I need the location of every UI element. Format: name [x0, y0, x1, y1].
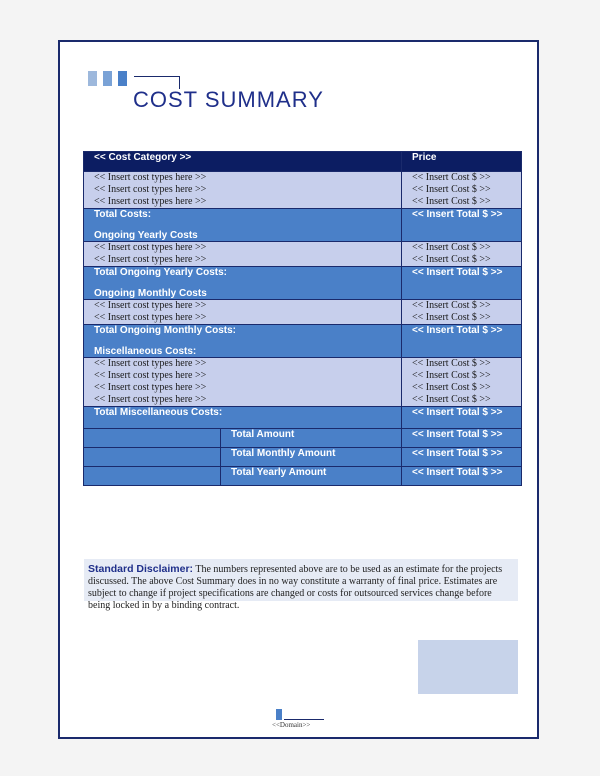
footer-marker [276, 709, 282, 720]
cost-value-cell: << Insert Cost $ >> [412, 172, 491, 183]
section-total-label: Total Ongoing Yearly Costs: [94, 267, 227, 278]
section-total-value: << Insert Total $ >> [402, 209, 522, 242]
decorative-square [103, 71, 112, 86]
section-heading: Ongoing Monthly Costs [94, 288, 207, 299]
summary-row [84, 429, 522, 448]
disclaimer-label: Standard Disclaimer: [88, 563, 194, 575]
section-total-row [84, 407, 522, 429]
section-total-label: Total Ongoing Monthly Costs: [94, 325, 237, 336]
table-row [84, 358, 522, 407]
section-total-label: Total Miscellaneous Costs: [94, 407, 223, 418]
summary-label: Total Monthly Amount [221, 448, 402, 467]
cost-value-cell: << Insert Cost $ >> [412, 300, 491, 311]
cost-value-cell: << Insert Cost $ >> [412, 312, 491, 323]
summary-value: << Insert Total $ >> [402, 467, 522, 486]
cost-value-cell: << Insert Cost $ >> [412, 196, 491, 207]
cost-type-cell: << Insert cost types here >> [94, 358, 207, 369]
cost-value-cell: << Insert Cost $ >> [412, 370, 491, 381]
cost-value-cell: << Insert Cost $ >> [412, 254, 491, 265]
table-row [84, 242, 522, 267]
cost-type-cell: << Insert cost types here >> [94, 196, 207, 207]
cost-type-cell: << Insert cost types here >> [94, 242, 207, 253]
section-total-row [84, 325, 522, 358]
footer-domain: <<Domain>> [272, 721, 311, 729]
decorative-square [118, 71, 127, 86]
section-total-value: << Insert Total $ >> [402, 407, 522, 429]
section-total-row [84, 267, 522, 300]
standard-disclaimer [88, 563, 516, 612]
section-heading: Ongoing Yearly Costs [94, 230, 198, 241]
cost-type-cell: << Insert cost types here >> [94, 172, 207, 183]
cost-type-cell: << Insert cost types here >> [94, 382, 207, 393]
summary-label: Total Yearly Amount [221, 467, 402, 486]
cost-type-cell: << Insert cost types here >> [94, 312, 207, 323]
section-total-label: Total Costs: [94, 209, 152, 220]
cost-type-cell: << Insert cost types here >> [94, 370, 207, 381]
summary-row [84, 467, 522, 486]
section-total-row [84, 209, 522, 242]
cost-value-cell: << Insert Cost $ >> [412, 358, 491, 369]
table-row [84, 172, 522, 209]
section-heading: Miscellaneous Costs: [94, 346, 197, 357]
cost-type-cell: << Insert cost types here >> [94, 394, 207, 405]
cost-value-cell: << Insert Cost $ >> [412, 184, 491, 195]
cost-type-cell: << Insert cost types here >> [94, 184, 207, 195]
cost-value-cell: << Insert Cost $ >> [412, 242, 491, 253]
summary-row [84, 448, 522, 467]
cost-summary-table [83, 151, 522, 486]
cost-value-cell: << Insert Cost $ >> [412, 394, 491, 405]
summary-value: << Insert Total $ >> [402, 429, 522, 448]
cost-category-header: << Cost Category >> [84, 152, 402, 172]
cost-type-cell: << Insert cost types here >> [94, 300, 207, 311]
summary-label: Total Amount [221, 429, 402, 448]
cost-value-cell: << Insert Cost $ >> [412, 382, 491, 393]
section-total-value: << Insert Total $ >> [402, 267, 522, 300]
table-header-row [84, 152, 522, 172]
page-title: COST SUMMARY [133, 87, 324, 112]
decorative-block [418, 640, 518, 694]
cost-type-cell: << Insert cost types here >> [94, 254, 207, 265]
decorative-square [88, 71, 97, 86]
footer-line [284, 719, 324, 720]
section-total-value: << Insert Total $ >> [402, 325, 522, 358]
summary-value: << Insert Total $ >> [402, 448, 522, 467]
price-header: Price [402, 152, 522, 172]
table-row [84, 300, 522, 325]
disclaimer-text: The numbers represented above are to be used as an estimate for the projects discussed. The above Cost Summary does in no way constitute a warranty of final price. Estimates are subject to change if project specifications are changed or costs for outsourced services change before being locked in by a binding contract. [88, 564, 503, 611]
